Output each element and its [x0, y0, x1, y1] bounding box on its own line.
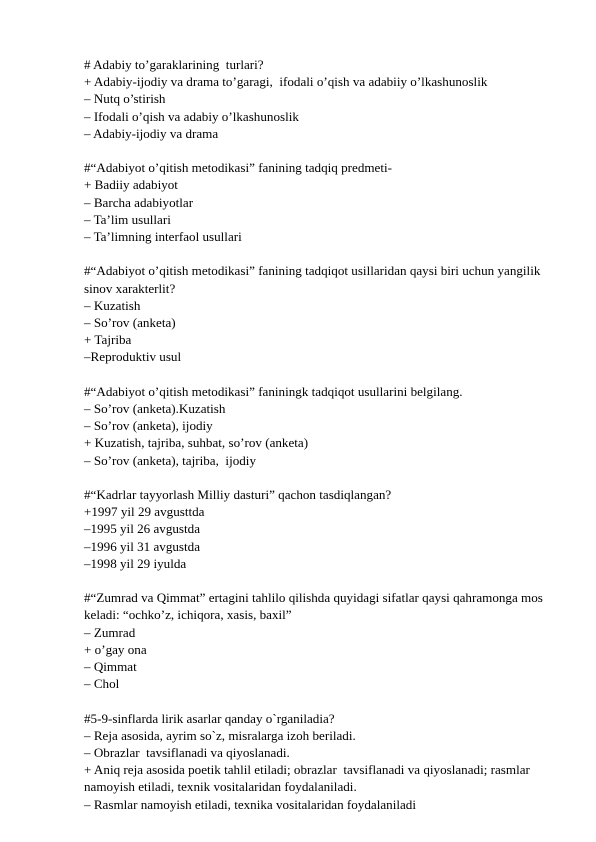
answer-option: – Zumrad: [84, 624, 136, 640]
question-block: [84, 159, 554, 245]
answer-option: – Nutq o’stirish: [84, 91, 166, 107]
answer-option: –1996 yil 31 avgustda: [84, 538, 201, 554]
answer-option: – Ta’lim usullari: [84, 211, 171, 227]
question-text: #“Adabiyot o’qitish metodikasi” fanining tadqiq predmeti-: [84, 160, 392, 176]
question-block: [84, 486, 554, 572]
answer-option: – Rasmlar namoyish etiladi, texnika vositalaridan foydalaniladi: [84, 796, 416, 812]
answer-option: –1995 yil 26 avgustda: [84, 521, 201, 537]
question-text: #“Kadrlar tayyorlash Milliy dasturi” qachon tasdiqlangan?: [84, 487, 392, 503]
question-block: [84, 589, 554, 692]
answer-option: – Ifodali o’qish va adabiy o’lkashunoslik: [84, 108, 299, 124]
question-text: #“Zumrad va Qimmat” ertagini tahlilo qilishda quyidagi sifatlar qaysi qahramonga mos keladi: “ochko’z, ichiqora, xasis, baxil”: [84, 590, 547, 623]
question-block: [84, 710, 554, 813]
question-block: [84, 383, 554, 469]
answer-option: + Aniq reja asosida poetik tahlil etiladi; obrazlar tavsiflanadi va qiyoslanadi; rasmlar namoyish etiladi, texnik vositalaridan foydalaniladi.: [84, 762, 534, 795]
question-text: # Adabiy to’garaklarining turlari?: [84, 57, 264, 72]
question-block: [84, 262, 554, 365]
answer-option: –1998 yil 29 iyulda: [84, 555, 187, 571]
question-list: [84, 56, 554, 830]
question-text: #5-9-sinflarda lirik asarlar qanday o`rganiladia?: [84, 710, 335, 726]
answer-option: – Chol: [84, 676, 120, 692]
question-block: [84, 56, 554, 142]
answer-option: – So’rov (anketa): [84, 315, 176, 331]
answer-option: + Adabiy-ijodiy va drama to’garagi, ifodali o’qish va adabiiy o’lkashunoslik: [84, 74, 488, 90]
answer-option: – So’rov (anketa), tajriba, ijodiy: [84, 452, 256, 468]
answer-option: – Kuzatish: [84, 297, 141, 313]
answer-option: – Barcha adabiyotlar: [84, 194, 194, 210]
answer-option: – So’rov (anketa), ijodiy: [84, 418, 213, 434]
answer-option: – Obrazlar tavsiflanadi va qiyoslanadi.: [84, 745, 290, 761]
answer-option: + o’gay ona: [84, 641, 147, 657]
answer-option: – Qimmat: [84, 659, 137, 675]
answer-option: +1997 yil 29 avgusttda: [84, 504, 205, 520]
answer-option: + Kuzatish, tajriba, suhbat, so’rov (anketa): [84, 435, 309, 451]
answer-option: – Reja asosida, ayrim so`z, misralarga izoh beriladi.: [84, 727, 356, 743]
question-text: #“Adabiyot o’qitish metodikasi” fanining tadqiqot usillaridan qaysi biri uchun yangilik sinov xarakterlit?: [84, 263, 544, 296]
answer-option: – So’rov (anketa).Kuzatish: [84, 401, 226, 417]
question-text: #“Adabiyot o’qitish metodikasi” faniningk tadqiqot usullarini belgilang.: [84, 383, 463, 399]
answer-option: + Tajriba: [84, 332, 132, 348]
answer-option: – Adabiy-ijodiy va drama: [84, 125, 219, 141]
answer-option: + Badiiy adabiyot: [84, 177, 178, 193]
answer-option: –Reproduktiv usul: [84, 349, 182, 365]
answer-option: – Ta’limning interfaol usullari: [84, 229, 242, 245]
